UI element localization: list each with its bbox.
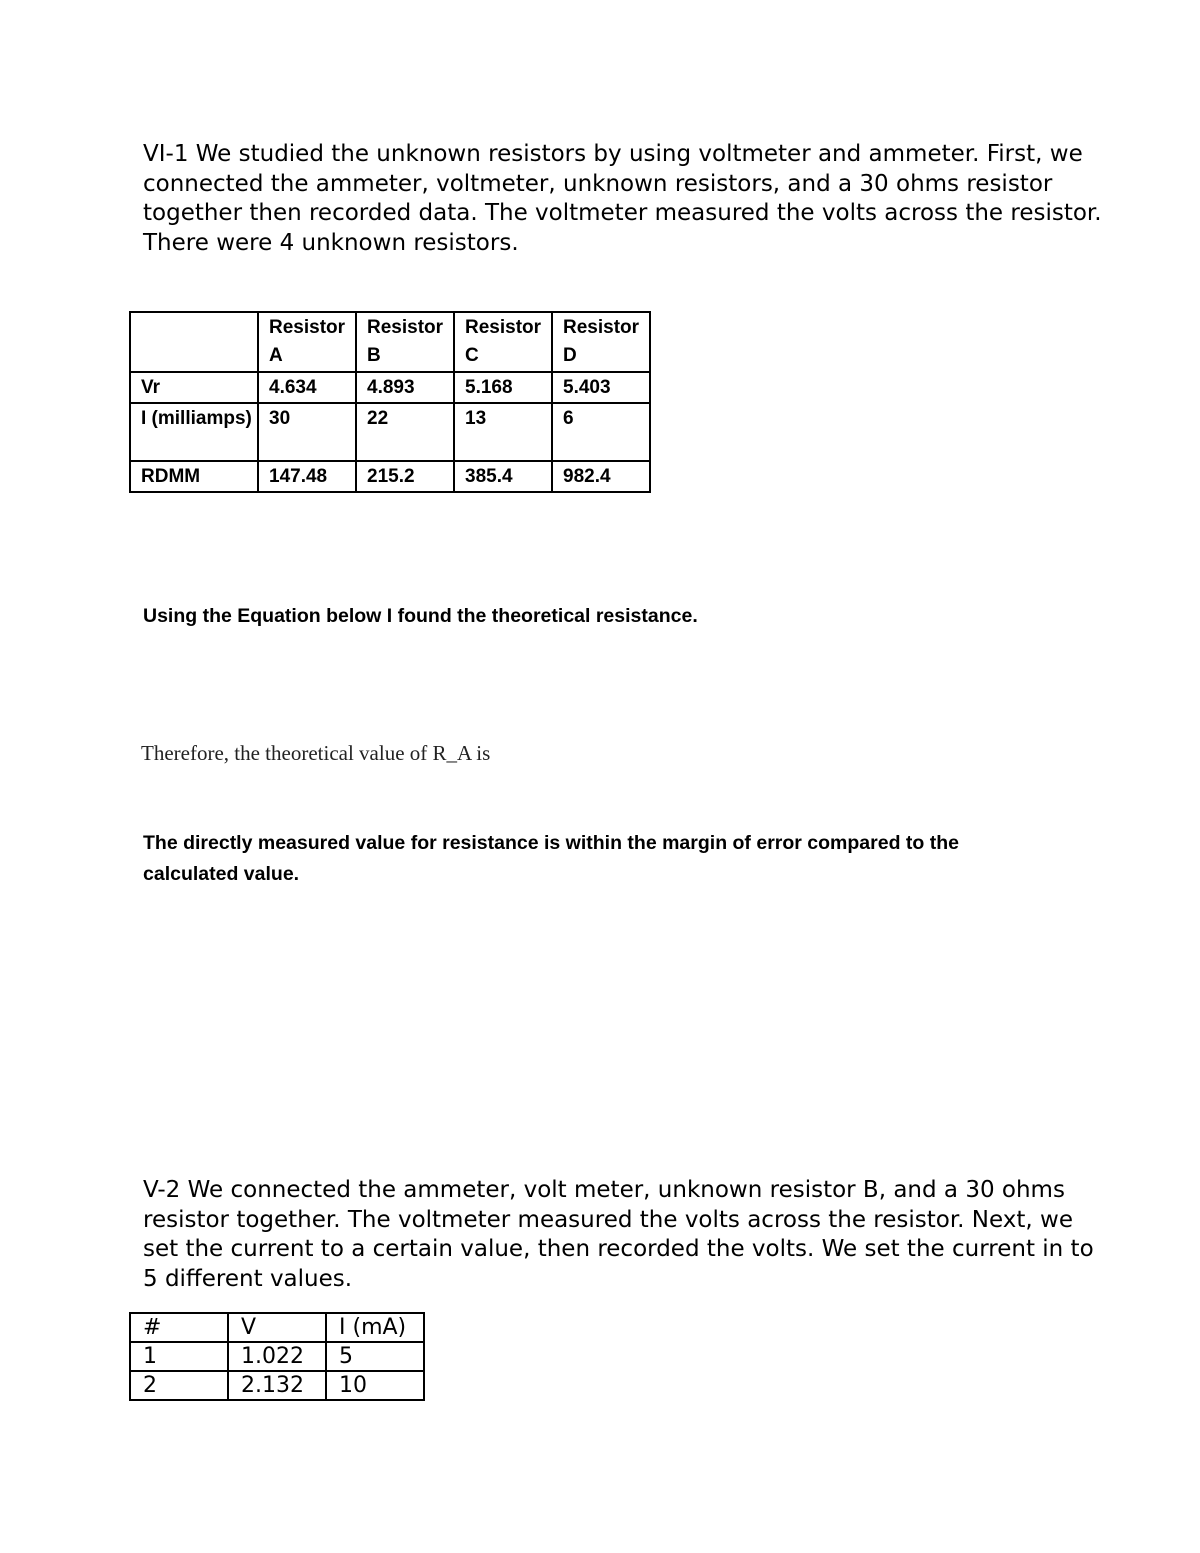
table-cell: 2 bbox=[130, 1371, 228, 1400]
table-cell: 1.022 bbox=[228, 1342, 326, 1371]
table-header-cell: I (mA) bbox=[326, 1313, 424, 1342]
table-cell: 2.132 bbox=[228, 1371, 326, 1400]
table-cell: 147.48 bbox=[258, 461, 356, 492]
table-cell: 4.634 bbox=[258, 372, 356, 403]
table-header-cell bbox=[130, 312, 258, 372]
table-cell: 10 bbox=[326, 1371, 424, 1400]
table-cell: 1 bbox=[130, 1342, 228, 1371]
therefore-text: Therefore, the theoretical value of R_A is bbox=[141, 741, 491, 765]
table-row bbox=[130, 461, 650, 492]
table-row bbox=[130, 403, 650, 461]
table-row bbox=[130, 1342, 424, 1371]
table-header-cell: Resistor C bbox=[454, 312, 552, 372]
table-header-cell: Resistor B bbox=[356, 312, 454, 372]
table-header-row bbox=[130, 312, 650, 372]
table-cell: 5.403 bbox=[552, 372, 650, 403]
table-cell: 385.4 bbox=[454, 461, 552, 492]
table-cell: 982.4 bbox=[552, 461, 650, 492]
table-cell: Vr bbox=[130, 372, 258, 403]
table-row bbox=[130, 372, 650, 403]
table-cell: 6 bbox=[552, 403, 650, 461]
conclusion-text: The directly measured value for resistance is within the margin of error compared to the calculated value. bbox=[143, 832, 959, 885]
table-header-row bbox=[130, 1313, 424, 1342]
table-cell: 13 bbox=[454, 403, 552, 461]
table-header-cell: Resistor A bbox=[258, 312, 356, 372]
table-header-cell: V bbox=[228, 1313, 326, 1342]
table-cell: I (milliamps) bbox=[130, 403, 258, 461]
table-row bbox=[130, 1371, 424, 1400]
table-cell: 22 bbox=[356, 403, 454, 461]
section2-intro: V-2 We connected the ammeter, volt meter, unknown resistor B, and a 30 ohms resistor together. The voltmeter measured the volts across the resistor. Next, we set the current to a certain value, then recorded the volts. We set the current in to 5 different values. bbox=[143, 1177, 1094, 1292]
table-header-cell: # bbox=[130, 1313, 228, 1342]
table-cell: 4.893 bbox=[356, 372, 454, 403]
section1-intro: VI-1 We studied the unknown resistors by using voltmeter and ammeter. First, we connected the ammeter, voltmeter, unknown resistors, and a 30 ohms resistor together then recorded data. The voltmeter measured the volts across the resistor. There were 4 unknown resistors. bbox=[143, 141, 1102, 256]
table-header-cell: Resistor D bbox=[552, 312, 650, 372]
table-cell: 30 bbox=[258, 403, 356, 461]
table-cell: 5 bbox=[326, 1342, 424, 1371]
equation-intro-text: Using the Equation below I found the theoretical resistance. bbox=[143, 605, 698, 627]
table-cell: 5.168 bbox=[454, 372, 552, 403]
table-cell: RDMM bbox=[130, 461, 258, 492]
current-voltage-table bbox=[129, 1312, 425, 1401]
resistor-data-table bbox=[129, 311, 651, 493]
table-cell: 215.2 bbox=[356, 461, 454, 492]
